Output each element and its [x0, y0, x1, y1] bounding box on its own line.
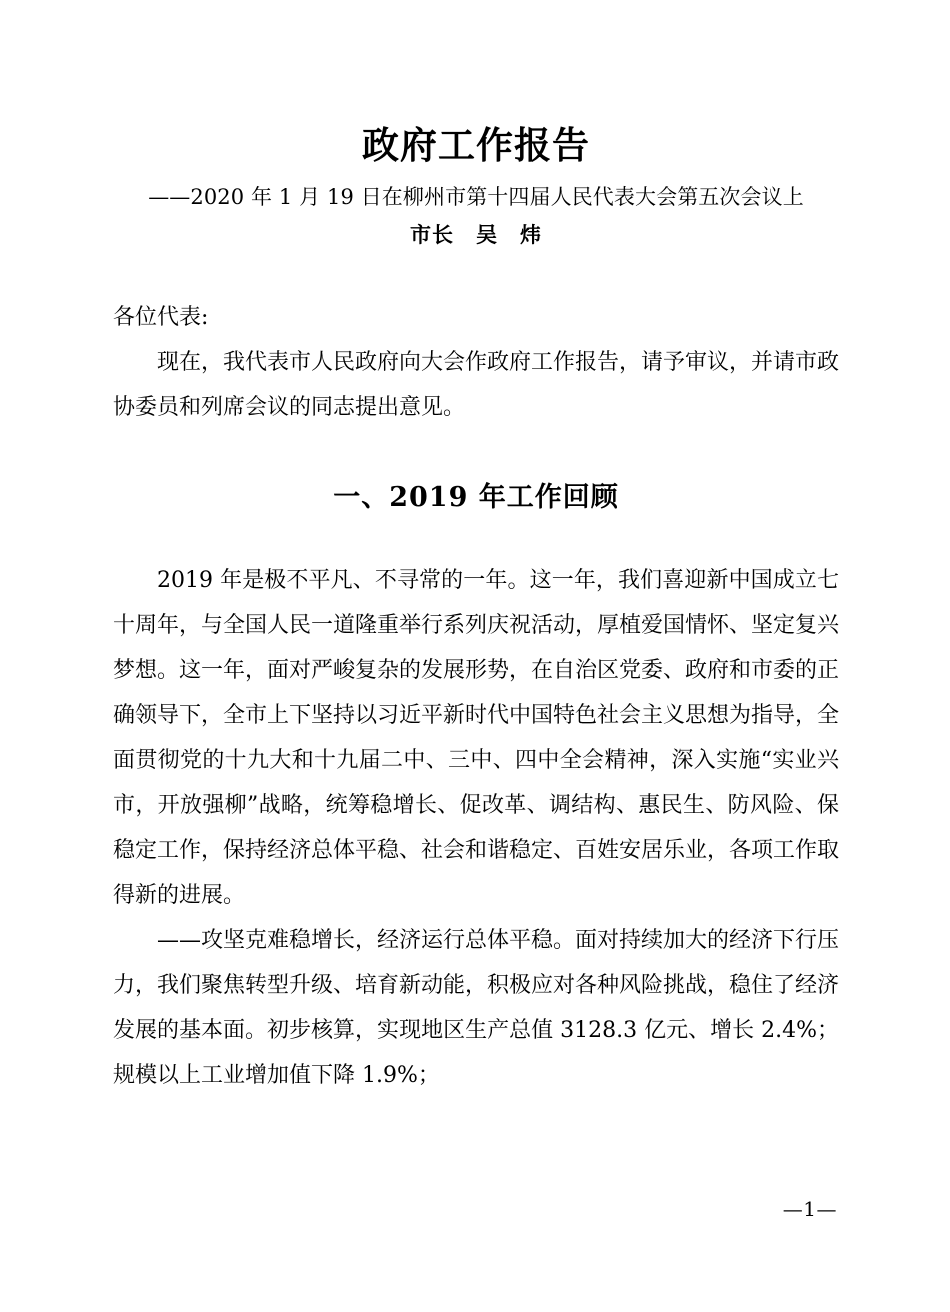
salutation: 各位代表:: [113, 305, 209, 330]
document-content: [113, 0, 839, 1098]
document-byline: 市长 吴 炜: [410, 222, 542, 247]
opening-paragraph: 现在，我代表市人民政府向大会作政府工作报告，请予审议，并请市政协委员和列席会议的同志提出意见。: [113, 350, 840, 420]
document-subtitle: ——2020 年 1 月 19 日在柳州市第十四届人民代表大会第五次会议上: [148, 185, 804, 209]
page-number: —1—: [782, 1197, 837, 1221]
section-heading: 一、2019 年工作回顾: [333, 482, 619, 513]
spacer: [113, 518, 839, 558]
body-paragraph-1: 2019 年是极不平凡、不寻常的一年。这一年，我们喜迎新中国成立七十周年，与全国人民一道隆重举行系列庆祝活动，厚植爱国情怀、坚定复兴梦想。这一年，面对严峻复杂的发展形势，在自治区党委、政府和市委的正确领导下，全市上下坚持以习近平新时代中国特色社会主义思想为指导，全面贯彻党的十九大和十九届二中、三中、四中全会精神，深入实施“实业兴市，开放强柳”战略，统筹稳增长、促改革、调结构、惠民生、防风险、保稳定工作，保持经济总体平稳、社会和谐稳定、百姓安居乐业，各项工作取得新的进展。: [113, 568, 840, 908]
body-paragraph-2: ——攻坚克难稳增长，经济运行总体平稳。面对持续加大的经济下行压力，我们聚焦转型升级、培育新动能，积极应对各种风险挑战，稳住了经济发展的基本面。初步核算，实现地区生产总值 3128.3 亿元、增长 2.4%；规模以上工业增加值下降 1.9%；: [113, 928, 840, 1088]
page-title: 政府工作报告: [362, 123, 590, 167]
